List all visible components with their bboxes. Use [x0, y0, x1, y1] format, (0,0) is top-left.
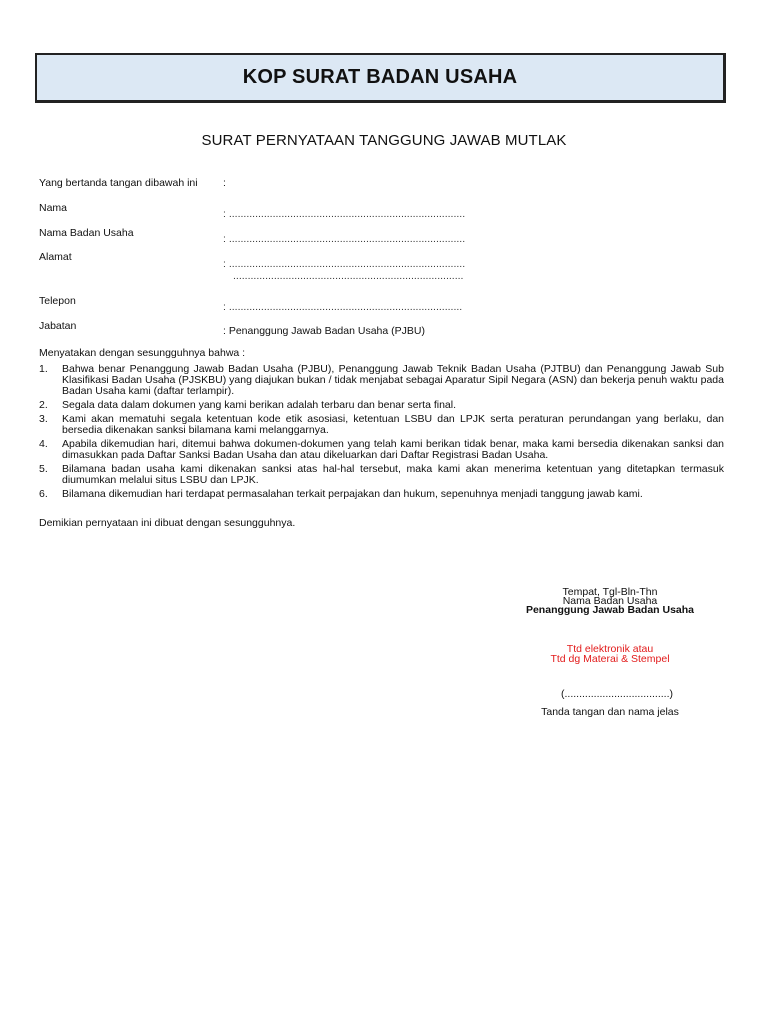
letterhead-title: KOP SURAT BADAN USAHA: [242, 66, 518, 88]
field-label-intro: Yang bertanda tangan dibawah ini: [39, 177, 198, 189]
field-label-nama: Nama: [39, 202, 68, 214]
statement-item: [39, 439, 724, 461]
field-value-jabatan: : Penanggung Jawab Badan Usaha (PJBU): [223, 325, 425, 337]
signature-caption: Tanda tangan dan nama jelas: [541, 706, 679, 718]
item-text: Apabila dikemudian hari, ditemui bahwa dokumen-dokumen yang telah kami berikan tidak benar, maka kami bersedia dikenakan sanksi dan dimasukkan pada Daftar Sanksi Badan Usaha dan atau dikeluarkan dari Daftar Registrasi Badan Usaha.: [62, 438, 724, 461]
item-text: Segala data dalam dokumen yang kami berikan adalah terbaru dan benar serta final.: [62, 399, 457, 411]
stamp-note-line2: Ttd dg Materai & Stempel: [550, 653, 670, 665]
item-text: Bahwa benar Penanggung Jawab Badan Usaha (PJBU), Penanggung Jawab Teknik Badan Usaha (PJTBU) dan Penanggung Jawab Sub Klasifikasi Badan Usaha (PJSKBU) yang diajukan bukan / tidak menjabat sebagai Aparatur Sipil Negara (ASN) dan bekerja penuh waktu pada Badan Usaha kami (daftar terlampir).: [62, 363, 724, 397]
item-text: Bilamana dikemudian hari terdapat permasalahan terkait perpajakan dan hukum, sepenuhnya menjadi tanggung jawab kami.: [62, 488, 643, 500]
statement-intro: Menyatakan dengan sesungguhnya bahwa :: [39, 347, 246, 359]
field-label-telepon: Telepon: [39, 295, 76, 307]
statement-item: [39, 364, 724, 397]
field-value-intro: :: [223, 177, 226, 189]
statement-item: [39, 489, 724, 500]
field-value-telepon[interactable]: : ................................................................................: [223, 301, 463, 313]
item-text: Kami akan mematuhi segala ketentuan kode etik asosiasi, ketentuan LSBU dan LPJK serta peraturan perundangan yang berlaku, dan bersedia dikenakan sanksi bilamana kami melanggarnya.: [62, 413, 724, 436]
field-value-alamat-line2[interactable]: ...............................................................................: [233, 270, 464, 282]
letterhead-box: [35, 53, 726, 103]
field-label-jabatan: Jabatan: [39, 320, 77, 332]
item-number: 2.: [39, 399, 48, 411]
stamp-note-line1: Ttd elektronik atau: [566, 643, 654, 655]
statement-item: [39, 414, 724, 436]
item-number: 5.: [39, 463, 48, 475]
statement-list: [39, 364, 724, 503]
signature-role: Penanggung Jawab Badan Usaha: [525, 604, 695, 616]
item-text: Bilamana badan usaha kami dikenakan sanksi atas hal-hal tersebut, maka kami akan menerima ketentuan yang ditetapkan termasuk diumumkan melalui situs LSBU dan LPJK.: [62, 463, 724, 486]
signature-company: Nama Badan Usaha: [562, 595, 658, 607]
field-value-alamat[interactable]: : .................................................................................: [223, 258, 466, 270]
closing-statement: Demikian pernyataan ini dibuat dengan sesungguhnya.: [39, 517, 296, 529]
statement-item: [39, 464, 724, 486]
signature-name-placeholder[interactable]: (....................................): [560, 688, 673, 700]
item-number: 6.: [39, 488, 48, 500]
item-number: 4.: [39, 438, 48, 450]
field-value-badan-usaha[interactable]: : .................................................................................: [223, 233, 466, 245]
field-label-badan-usaha: Nama Badan Usaha: [39, 227, 134, 239]
statement-item: [39, 400, 724, 411]
field-label-alamat: Alamat: [39, 251, 72, 263]
field-value-nama[interactable]: : .................................................................................: [223, 208, 466, 220]
item-number: 1.: [39, 363, 48, 375]
signature-place-date: Tempat, Tgl-Bln-Thn: [562, 586, 658, 598]
document-title: SURAT PERNYATAAN TANGGUNG JAWAB MUTLAK: [201, 132, 567, 149]
item-number: 3.: [39, 413, 48, 425]
